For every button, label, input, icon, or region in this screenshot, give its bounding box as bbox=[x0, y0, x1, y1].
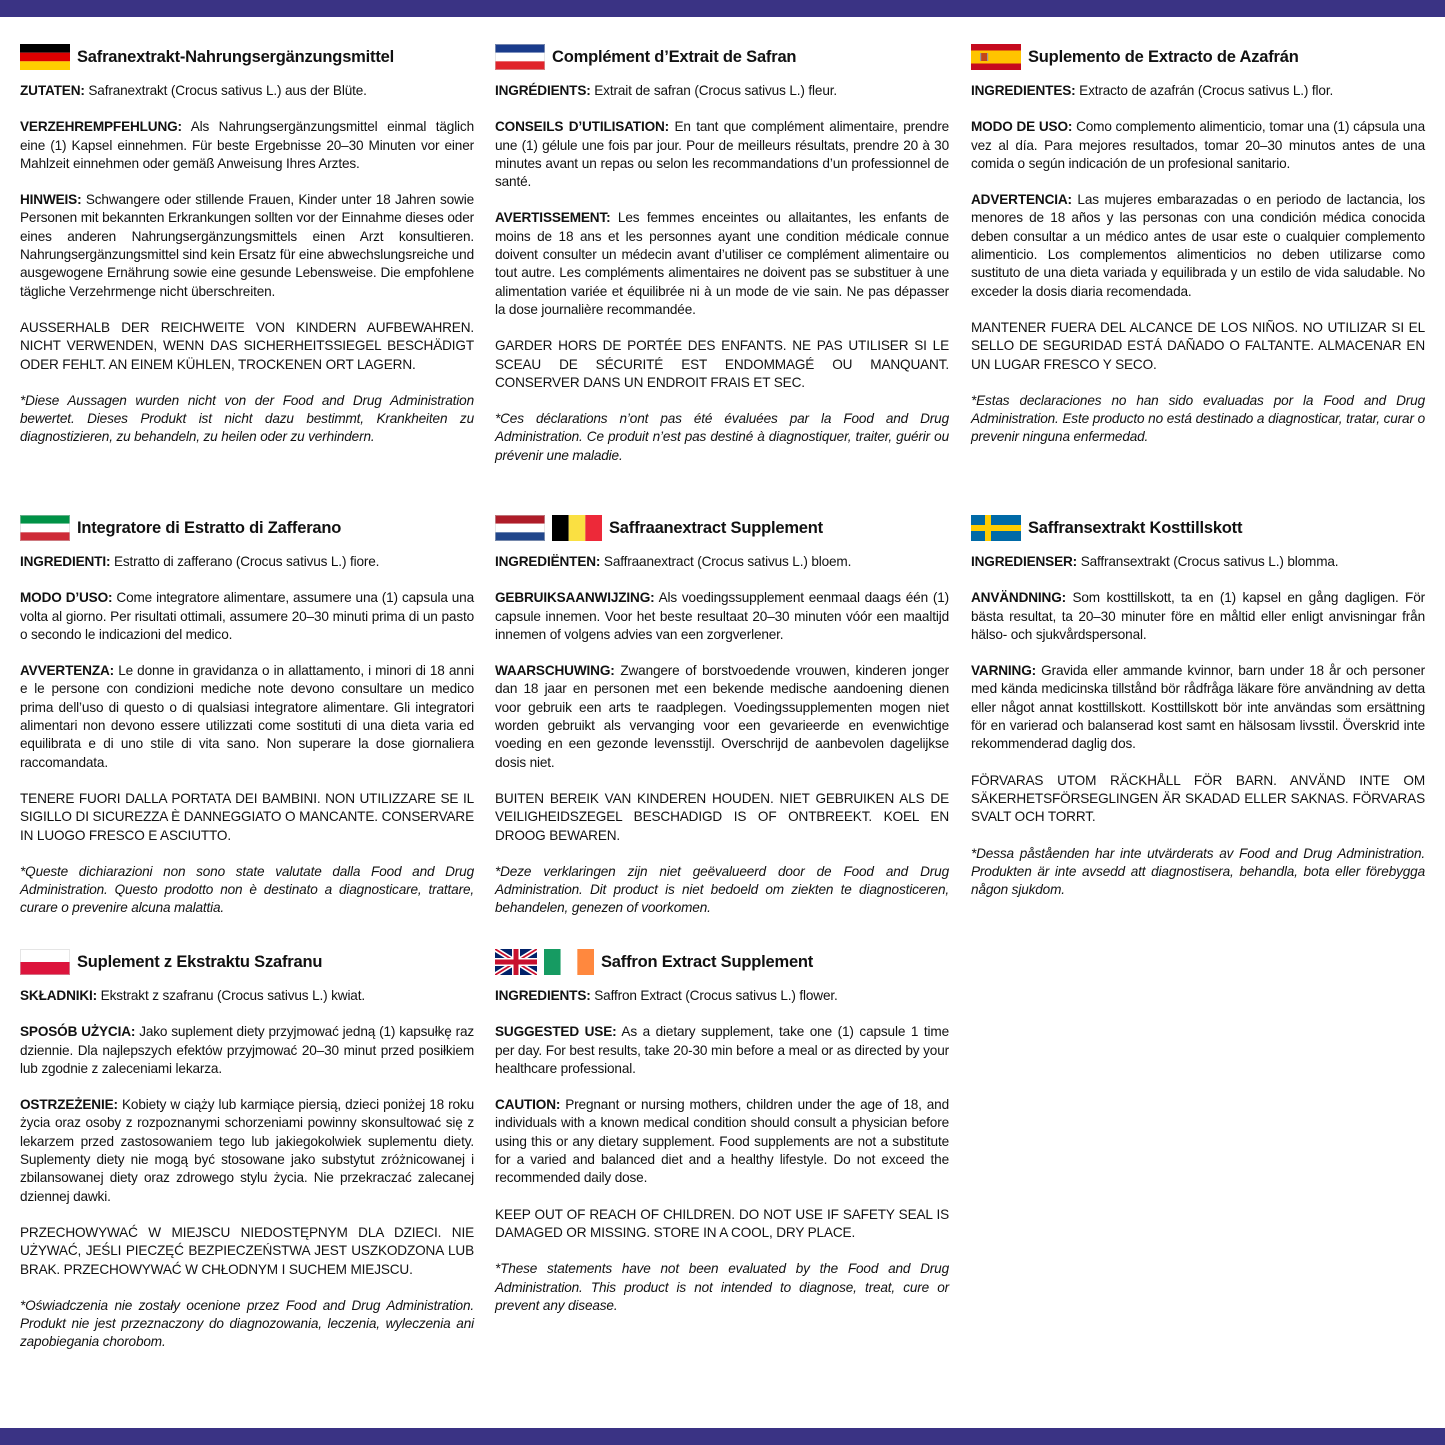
bottom-bar bbox=[0, 1428, 1445, 1445]
ingredients: ZUTATEN: Safranextrakt (Crocus sativus L.) aus der Blüte. bbox=[20, 83, 367, 98]
caution: CAUTION: Pregnant or nursing mothers, children under the age of 18, and individuals with a known medical condition should consult a physician before using this or any dietary supplement. Food supplements are not a substitute for a varied and balanced diet and a healthy lifestyle. Do not exceed the recommended daily dose. bbox=[495, 1097, 949, 1186]
disclaimer: *Deze verklaringen zijn niet geëvalueerd door de Food and Drug Administration. Dit product is niet bedoeld om ziekten te diagnosticeren, behandelen, genezen of voorkomen. bbox=[495, 863, 949, 916]
storage: KEEP OUT OF REACH OF CHILDREN. DO NOT USE IF SAFETY SEAL IS DAMAGED OR MISSING. STORE IN A COOL, DRY PLACE. bbox=[495, 1206, 949, 1240]
section-header bbox=[20, 515, 474, 541]
italy-flag-icon bbox=[20, 515, 70, 541]
disclaimer: *Diese Aussagen wurden nicht von der Food and Drug Administration bewertet. Dieses Produkt ist nicht dazu bestimmt, Krankheiten zu diagnostizieren, zu behandeln, zu heilen oder zu verhindern. bbox=[20, 392, 474, 445]
section-title: Suplemento de Extracto de Azafrán bbox=[1028, 47, 1299, 66]
caution: WAARSCHUWING: Zwangere of borstvoedende vrouwen, kinderen jonger dan 18 jaar en personen met een bekende medische aandoening dienen voor gebruik een arts te raadplegen. Voedingssupplementen mogen niet worden gebruikt als vervanging voor een gevarieerde en evenwichtige voeding en een gezonde levensstijl. Overschrijd de aanbevolen dagelijkse dosis niet. bbox=[495, 663, 949, 770]
suggested-use: GEBRUIKSAANWIJZING: Als voedingssupplement eenmaal daags één (1) capsule innemen. Voor het beste resultaat 20–30 minuten vóór een maaltijd innemen of volgens advies van een zorgverlener. bbox=[495, 590, 949, 642]
section-polish bbox=[20, 949, 474, 1352]
section-title: Safranextrakt-Nahrungsergänzungsmittel bbox=[77, 47, 394, 66]
ingredients: INGREDIËNTEN: Saffraanextract (Crocus sativus L.) bloem. bbox=[495, 554, 852, 569]
storage: GARDER HORS DE PORTÉE DES ENFANTS. NE PAS UTILISER SI LE SCEAU DE SÉCURITÉ EST ENDOMMAGÉ OU MANQUANT. CONSERVER DANS UN ENDROIT FRAIS ET SEC. bbox=[495, 338, 949, 390]
suggested-use: SPOSÓB UŻYCIA: Jako suplement diety przyjmować jedną (1) kapsułkę raz dziennie. Dla najlepszych efektów przyjmować 20–30 minut przed posiłkiem lub zgodnie z zaleceniami lekarza. bbox=[20, 1024, 475, 1076]
section-english bbox=[495, 949, 949, 1315]
section-header bbox=[20, 44, 474, 70]
ingredients: INGREDIENSER: Saffransextrakt (Crocus sativus L.) blomma. bbox=[971, 554, 1339, 569]
poland-flag-icon bbox=[20, 949, 70, 975]
storage: MANTENER FUERA DEL ALCANCE DE LOS NIÑOS. NO UTILIZAR SI EL SELLO DE SEGURIDAD ESTÁ DAÑADO O FALTANTE. ALMACENAR EN UN LUGAR FRESCO Y SECO. bbox=[971, 319, 1425, 372]
suggested-use: VERZEHREMPFEHLUNG: Als Nahrungsergänzungsmittel einmal täglich eine (1) Kapsel einnehmen. Für beste Ergebnisse 20–30 Minuten vor einer Mahlzeit einnehmen oder gemäß Anweisung Ihres Arztes. bbox=[20, 119, 474, 171]
suggested-use: SUGGESTED USE: As a dietary supplement, take one (1) capsule 1 time per day. For best results, take 20-30 min before a meal or as directed by your healthcare professional. bbox=[495, 1024, 949, 1076]
ingredients: INGRÉDIENTS: Extrait de safran (Crocus sativus L.) fleur. bbox=[495, 83, 837, 98]
ireland-flag-icon bbox=[544, 949, 594, 975]
netherlands-flag-icon bbox=[495, 515, 545, 541]
section-title: Saffraanextract Supplement bbox=[609, 518, 823, 537]
france-flag-icon bbox=[495, 44, 545, 70]
suggested-use: MODO D’USO: Come integratore alimentare, assumere una (1) capsula una volta al giorno. Per risultati ottimali, assumere 20–30 minuti prima di un pasto o secondo le indicazioni del medico. bbox=[20, 590, 474, 642]
section-title: Suplement z Ekstraktu Szafranu bbox=[77, 952, 323, 971]
ingredients: INGREDIENTES: Extracto de azafrán (Crocus sativus L.) flor. bbox=[971, 83, 1334, 98]
section-swedish bbox=[971, 515, 1425, 899]
sweden-flag-icon bbox=[971, 515, 1021, 541]
section-title: Complément d’Extrait de Safran bbox=[552, 47, 797, 66]
storage: AUSSERHALB DER REICHWEITE VON KINDERN AUFBEWAHREN. NICHT VERWENDEN, WENN DAS SICHERHEITSSIEGEL BESCHÄDIGT ODER FEHLT. AN EINEM KÜHLEN, TROCKENEN ORT LAGERN. bbox=[20, 319, 474, 372]
suggested-use: CONSEILS D’UTILISATION: En tant que complément alimentaire, prendre une (1) gélule une fois par jour. Pour de meilleurs résultats, prendre 20 à 30 minutes avant un repas ou selon les recommandations d’un professionnel de santé. bbox=[495, 119, 949, 190]
section-dutch bbox=[495, 515, 949, 918]
storage: TENERE FUORI DALLA PORTATA DEI BAMBINI. NON UTILIZZARE SE IL SIGILLO DI SICUREZZA È DANNEGGIATO O MANCANTE. CONSERVARE IN LUOGO FRESCO E ASCIUTTO. bbox=[20, 790, 474, 843]
section-italian bbox=[20, 515, 474, 918]
section-spanish bbox=[971, 44, 1425, 447]
caution: ADVERTENCIA: Las mujeres embarazadas o en periodo de lactancia, los menores de 18 años y las personas con una condición médica conocida deben consultar a un médico antes de usar este o cualquier complemento alimenticio. Los complementos alimenticios no deben utilizarse como sustituto de una dieta variada y equilibrada y un estilo de vida saludable. No exceder la dosis diaria recomendada. bbox=[971, 192, 1425, 299]
section-header bbox=[971, 515, 1425, 541]
caution: VARNING: Gravida eller ammande kvinnor, barn under 18 år och personer med kända medicinska tillstånd bör rådfråga läkare före användning av detta eller något annat kosttillskott. Kosttillskott bör inte användas som ersättning för en varierad och balanserad kost samt en hälsosam livsstil. Överskrid inte rekommenderad daglig dos. bbox=[971, 663, 1425, 752]
caution: AVERTISSEMENT: Les femmes enceintes ou allaitantes, les enfants de moins de 18 ans et les personnes ayant une condition médicale connue doivent consulter un médecin avant d’utiliser ce complément alimentaire ou tout autre. Les compléments alimentaires ne doivent pas se substituer à une alimentation variée et équilibrée ni à un mode de vie sain. Ne pas dépasser la dose journalière recommandée. bbox=[495, 210, 949, 317]
section-french bbox=[495, 44, 949, 465]
storage: BUITEN BEREIK VAN KINDEREN HOUDEN. NIET GEBRUIKEN ALS DE VEILIGHEIDSZEGEL BESCHADIGD IS OF ONTBREEKT. KOEL EN DROOG BEWAREN. bbox=[495, 790, 949, 843]
caution: AVVERTENZA: Le donne in gravidanza o in allattamento, i minori di 18 anni e le persone con condizioni mediche note devono consultare un medico prima dell’uso di questo o di qualsiasi integratore alimentare. Gli integratori alimentari non devono essere utilizzati come sostituti di una dieta varia ed equilibrata e di uno stile di vita sano. Non superare la dose giornaliera raccomandata. bbox=[20, 663, 474, 770]
suggested-use: MODO DE USO: Como complemento alimenticio, tomar una (1) cápsula una vez al día. Para mejores resultados, tomar 20–30 minutos antes de una comida o según indicación de un profesional sanitario. bbox=[971, 119, 1425, 171]
disclaimer: *Queste dichiarazioni non sono state valutate dalla Food and Drug Administration. Questo prodotto non è destinato a diagnosticare, trattare, curare o prevenire alcuna malattia. bbox=[20, 863, 474, 916]
suggested-use: ANVÄNDNING: Som kosttillskott, ta en (1) kapsel en gång dagligen. För bästa resultat, ta 20–30 minuter före en måltid eller enligt anvisningar från hälso- och sjukvårdspersonal. bbox=[971, 590, 1425, 642]
disclaimer: *These statements have not been evaluated by the Food and Drug Administration. This product is not intended to diagnose, treat, cure or prevent any disease. bbox=[495, 1261, 949, 1313]
section-title: Saffransextrakt Kosttillskott bbox=[1028, 518, 1243, 537]
uk-flag-icon bbox=[495, 949, 537, 975]
disclaimer: *Ces déclarations n’ont pas été évaluées par la Food and Drug Administration. Ce produit n’est pas destiné à diagnostiquer, traiter, guérir ou prévenir une maladie. bbox=[495, 411, 949, 463]
disclaimer: *Dessa påståenden har inte utvärderats av Food and Drug Administration. Produkten är inte avsedd att diagnostisera, behandla, bota eller förebygga någon sjukdom. bbox=[971, 845, 1425, 898]
section-title: Integratore di Estratto di Zafferano bbox=[77, 518, 342, 537]
ingredients: INGREDIENTI: Estratto di zafferano (Crocus sativus L.) fiore. bbox=[20, 554, 380, 569]
section-header bbox=[971, 44, 1425, 70]
section-header bbox=[495, 949, 949, 975]
caution: OSTRZEŻENIE: Kobiety w ciąży lub karmiące piersią, dzieci poniżej 18 roku życia oraz osoby z rozpoznanymi schorzeniami powinny skonsultować się z lekarzem przed zastosowaniem tego lub jakiegokolwiek suplementu diety. Suplementy diety nie mogą być stosowane jako substytut zróżnicowanej i zbilansowanej diety oraz zdrowego stylu życia. Nie przekraczać zalecanej dziennej dawki. bbox=[20, 1097, 474, 1204]
ingredients: SKŁADNIKI: Ekstrakt z szafranu (Crocus sativus L.) kwiat. bbox=[20, 988, 365, 1003]
germany-flag-icon bbox=[20, 44, 70, 70]
disclaimer: *Estas declaraciones no han sido evaluadas por la Food and Drug Administration. Este producto no está destinado a diagnosticar, tratar, curar o prevenir ninguna enfermedad. bbox=[971, 392, 1425, 445]
section-header bbox=[495, 44, 949, 70]
section-title: Saffron Extract Supplement bbox=[601, 952, 814, 971]
disclaimer: *Oświadczenia nie zostały ocenione przez Food and Drug Administration. Produkt nie jest przeznaczony do diagnozowania, leczenia, wyleczenia ani zapobiegania chorobom. bbox=[20, 1297, 474, 1350]
belgium-flag-icon bbox=[552, 515, 602, 541]
caution: HINWEIS: Schwangere oder stillende Frauen, Kinder unter 18 Jahren sowie Personen mit bekannten Erkrankungen sollten vor der Einnahme dieses oder eines anderen Nahrungsergänzungsmittels einen Arzt konsultieren. Nahrungsergänzungsmittel sind kein Ersatz für eine abwechslungsreiche und ausgewogene Ernährung sowie eine gesunde Lebensweise. Die empfohlene tägliche Verzehrmenge nicht überschreiten. bbox=[20, 192, 474, 299]
spain-flag-icon bbox=[971, 44, 1021, 70]
section-header bbox=[495, 515, 949, 541]
section-german bbox=[20, 44, 474, 447]
ingredients: INGREDIENTS: Saffron Extract (Crocus sativus L.) flower. bbox=[495, 988, 838, 1003]
section-header bbox=[20, 949, 474, 975]
top-bar bbox=[0, 0, 1445, 17]
storage: FÖRVARAS UTOM RÄCKHÅLL FÖR BARN. ANVÄND INTE OM SÄKERHETSFÖRSEGLINGEN ÄR SKADAD ELLER SAKNAS. FÖRVARAS SVALT OCH TORRT. bbox=[971, 772, 1425, 825]
storage: PRZECHOWYWAĆ W MIEJSCU NIEDOSTĘPNYM DLA DZIECI. NIE UŻYWAĆ, JEŚLI PIECZĘĆ BEZPIECZEŃSTWA JEST USZKODZONA LUB BRAK. PRZECHOWYWAĆ W CHŁODNYM I SUCHEM MIEJSCU. bbox=[20, 1224, 474, 1277]
